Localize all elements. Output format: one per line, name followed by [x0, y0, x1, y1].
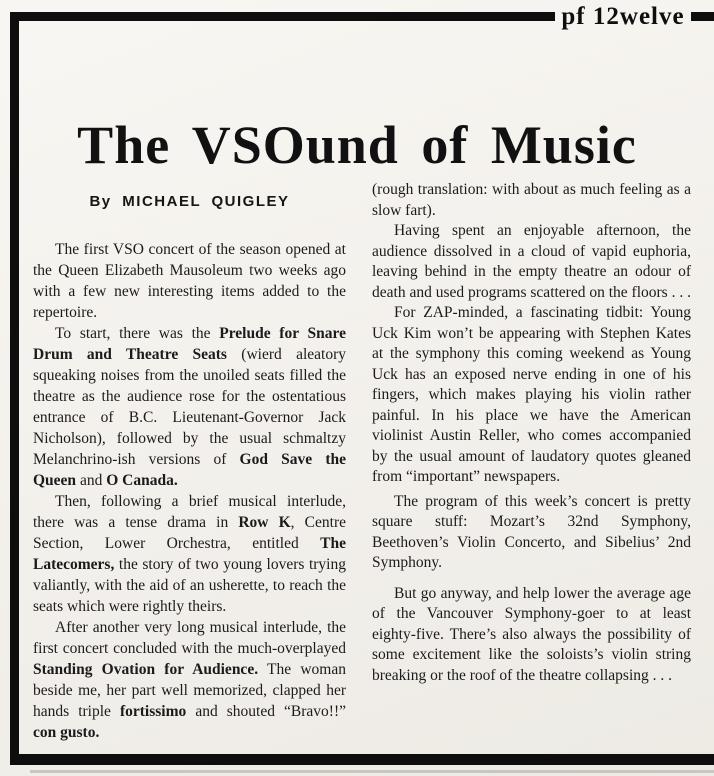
text-run: But go anyway, and help lower the average age of the Vancouver Symphony-goer to at least eighty-five. There’s also always the possibility of some excitement like the soloists’s violin string breaking or the roof of the theatre collapsing . . .: [372, 584, 691, 684]
article-column-left: [33, 239, 346, 743]
bold-text-run: O Canada.: [106, 472, 178, 489]
text-run: The program of this week’s concert is pretty square stuff: Mozart’s 32nd Symphony, Beethoven’s Violin Concerto, and Sibelius’ 2nd Symphony.: [372, 492, 691, 571]
bold-text-run: The Latecomers,: [33, 535, 346, 573]
text-run: The first VSO concert of the season opened at the Queen Elizabeth Mausoleum two weeks ago with a few new interesting items added to the repertoire.: [33, 241, 346, 321]
text-run: Having spent an enjoyable afternoon, the audience dissolved in a cloud of vapid euphoria, leaving behind in the empty theatre an odour of death and used programs scattered on the floors . . .: [372, 222, 691, 301]
text-run: (rough translation: with about as much feeling as a slow fart).: [372, 181, 691, 219]
frame-top-rule: [10, 12, 555, 21]
frame-bottom-rule: [10, 754, 714, 765]
bold-text-run: fortissimo: [119, 703, 187, 720]
text-run: For ZAP-minded, a fascinating tidbit: Young Uck Kim won’t be appearing with Stephen Kates at the symphony this coming weekend as Young Uck has an exposed nerve ending in one of his fingers, which makes playing his violin rather painful. In his place we have the American violinist Austin Reller, who comes accompanied by the usual amount of laudatory quotes gleaned from “important” newspapers.: [372, 304, 691, 485]
article-paragraph: [33, 239, 346, 323]
text-run: and shouted “Bravo!!”: [186, 703, 347, 720]
article-paragraph: [33, 617, 346, 743]
article-title: The VSOund of Music: [77, 115, 637, 176]
bold-text-run: con gusto.: [33, 724, 100, 741]
bold-text-run: Prelude for Snare Drum and Theatre Seats: [33, 325, 346, 363]
frame-bottom-shadow-rule: [30, 770, 714, 773]
article-paragraph: [33, 491, 346, 617]
article-paragraph: [372, 492, 691, 574]
bold-text-run: God Save the Queen: [33, 451, 346, 489]
frame-top-right-rule: [691, 12, 714, 21]
bold-text-run: Standing Ovation for Audience.: [33, 661, 259, 678]
byline: By MICHAEL QUIGLEY: [89, 193, 290, 210]
text-run: (wierd aleatory squeaking noises from the unoiled seats filled the theatre as the audience rose for the ostentatious entrance of B.C. Lieutenant-Governor Jack Nicholson), followed by the usual schmaltzy Melanchrino-ish versions of: [33, 346, 346, 468]
text-run: , Centre Section, Lower Orchestra, entitled: [33, 514, 346, 552]
text-run: To start, there was the: [55, 325, 220, 342]
article-paragraph: [372, 221, 691, 303]
article-paragraph: [372, 303, 691, 488]
text-run: the story of two young lovers trying valiantly, with the aid of an usherette, to reach the seats which were rightly theirs.: [33, 556, 346, 615]
article-paragraph: [33, 323, 346, 491]
text-run: and: [76, 472, 107, 489]
text-run: After another very long musical interlude, the first concert concluded with the much-overplayed: [33, 619, 346, 657]
article-column-right: [372, 180, 691, 686]
page-header-label: pf 12welve: [561, 3, 685, 30]
article-paragraph: [372, 180, 691, 221]
bold-text-run: Row K: [238, 514, 291, 531]
text-run: The woman beside me, her part well memorized, clapped her hands triple: [33, 661, 346, 720]
article-paragraph: [372, 584, 691, 687]
frame-left-rule: [10, 12, 19, 765]
text-run: Then, following a brief musical interlude, there was a tense drama in: [33, 493, 346, 531]
